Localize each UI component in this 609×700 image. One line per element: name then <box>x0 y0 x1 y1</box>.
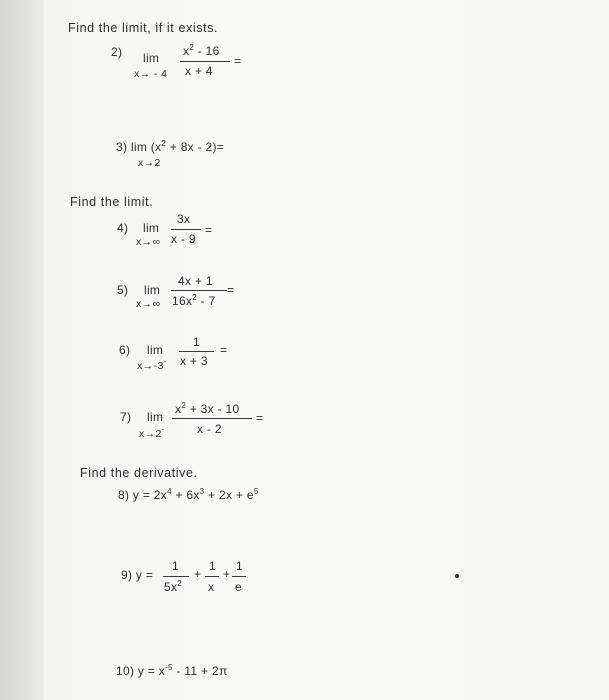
problem-3-approach: x→2 <box>138 157 161 169</box>
problem-7-approach: x→2- <box>139 425 165 440</box>
instruction-limit: Find the limit. <box>70 195 154 209</box>
problem-9-term1-denominator: $5x^2$ <box>164 579 183 594</box>
problem-9-term2-numerator: 1 <box>209 559 216 573</box>
problem-5-fraction-bar <box>171 290 227 291</box>
problem-2-denominator: x + 4 <box>185 64 213 78</box>
problem-9-term2-bar <box>205 576 219 577</box>
problem-9-term1-bar <box>163 576 189 577</box>
instruction-derivative: Find the derivative. <box>80 466 198 480</box>
problem-4-denominator: x - 9 <box>171 232 196 246</box>
problem-7-lim: lim <box>147 410 164 424</box>
problem-5-numerator: 4x + 1 <box>178 274 213 288</box>
problem-5-equals: = <box>227 283 235 297</box>
problem-7-denominator: x - 2 <box>197 422 222 436</box>
problem-4-approach: x→∞ <box>136 236 161 248</box>
problem-3-expression: 3) $\lim (x^2 + 8x - 2)=$ <box>116 139 225 154</box>
problem-9-term3-bar <box>232 576 246 577</box>
problem-5-denominator: $16x^2 - 7$ <box>172 293 216 308</box>
problem-6-numerator: 1 <box>193 335 200 349</box>
problem-2-number: 2) <box>111 45 123 59</box>
page-edge-shadow <box>0 0 44 700</box>
problem-4-equals: = <box>205 223 213 237</box>
problem-2-approach: x→ - 4 <box>134 68 168 80</box>
problem-7-number: 7) <box>120 410 132 424</box>
problem-9-plus2: + <box>223 567 231 581</box>
problem-9-plus1: + <box>194 567 202 581</box>
problem-5-number: 5) <box>117 283 129 297</box>
problem-9-term3-denominator: e <box>235 580 242 594</box>
problem-7-numerator: $x^2 + 3x - 10$ <box>175 401 240 416</box>
problem-8-equation: 8) $y = 2x^4 + 6x^3 + 2x + e^5$ <box>118 487 259 502</box>
problem-7-fraction-bar <box>172 418 252 419</box>
problem-5-approach: x→∞ <box>136 298 161 310</box>
problem-7-equals: = <box>256 411 264 425</box>
problem-4-number: 4) <box>117 221 129 235</box>
problem-6-number: 6) <box>119 343 131 357</box>
problem-2-fraction-bar <box>180 61 230 62</box>
problem-4-lim: lim <box>143 221 160 235</box>
paper-dot-mark <box>455 574 459 578</box>
problem-6-equals: = <box>220 343 228 357</box>
instruction-limit-exists: Find the limit, if it exists. <box>68 21 219 35</box>
problem-10-equation: 10) $y = x^{-5} - 11 + 2\pi$ <box>116 663 228 678</box>
problem-4-numerator: 3x <box>177 212 191 226</box>
problem-2-equals: = <box>234 54 242 68</box>
problem-4-fraction-bar <box>171 229 201 230</box>
problem-9-term1-numerator: 1 <box>172 559 179 573</box>
problem-5-lim: lim <box>144 283 161 297</box>
problem-2-lim: lim <box>143 51 160 65</box>
problem-9-term3-numerator: 1 <box>236 559 243 573</box>
problem-9-term2-denominator: x <box>208 580 215 594</box>
problem-6-lim: lim <box>147 343 164 357</box>
problem-6-fraction-bar <box>179 351 214 352</box>
problem-9-lhs: 9) y = <box>121 568 154 582</box>
problem-6-approach: x→-3- <box>137 357 167 372</box>
problem-2-numerator: $x^2 - 16$ <box>183 43 220 58</box>
problem-6-denominator: x + 3 <box>180 354 208 368</box>
